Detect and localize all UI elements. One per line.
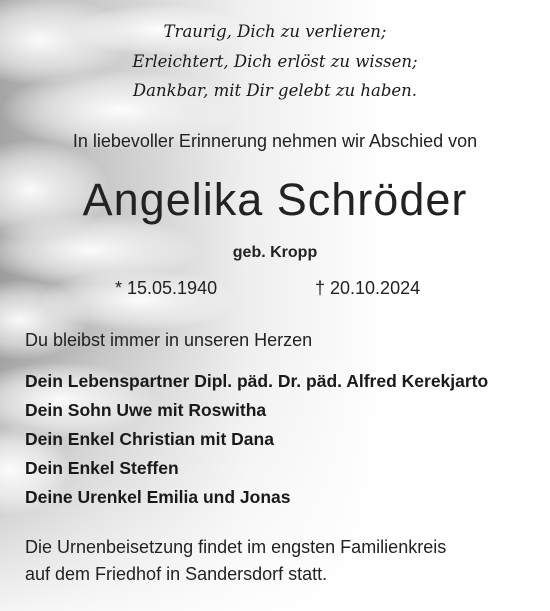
remembrance-line: Du bleibst immer in unseren Herzen xyxy=(25,330,313,350)
mourner-line: Dein Enkel Steffen xyxy=(25,458,179,478)
burial-info-line-1: Die Urnenbeisetzung findet im engsten Familienkreis xyxy=(25,537,447,557)
burial-info-line-2: auf dem Friedhof in Sandersdorf statt. xyxy=(25,564,328,584)
death-date: † 20.10.2024 xyxy=(315,278,421,298)
mourner-line: Deine Urenkel Emilia und Jonas xyxy=(25,487,291,507)
deceased-name: Angelika Schröder xyxy=(82,174,468,225)
mourner-line: Dein Lebenspartner Dipl. päd. Dr. päd. Alfred Kerekjarto xyxy=(25,371,489,391)
maiden-name: geb. Kropp xyxy=(232,244,318,261)
mourner-line: Dein Sohn Uwe mit Roswitha xyxy=(25,400,267,420)
poem-line-3: Dankbar, mit Dir gelebt zu haben. xyxy=(132,81,418,100)
intro-text: In liebevoller Erinnerung nehmen wir Abschied von xyxy=(72,131,478,151)
poem-line-1: Traurig, Dich zu verlieren; xyxy=(163,22,387,41)
birth-date: * 15.05.1940 xyxy=(115,278,218,298)
mourner-line: Dein Enkel Christian mit Dana xyxy=(25,429,274,449)
poem-line-2: Erleichtert, Dich erlöst zu wissen; xyxy=(132,52,418,71)
